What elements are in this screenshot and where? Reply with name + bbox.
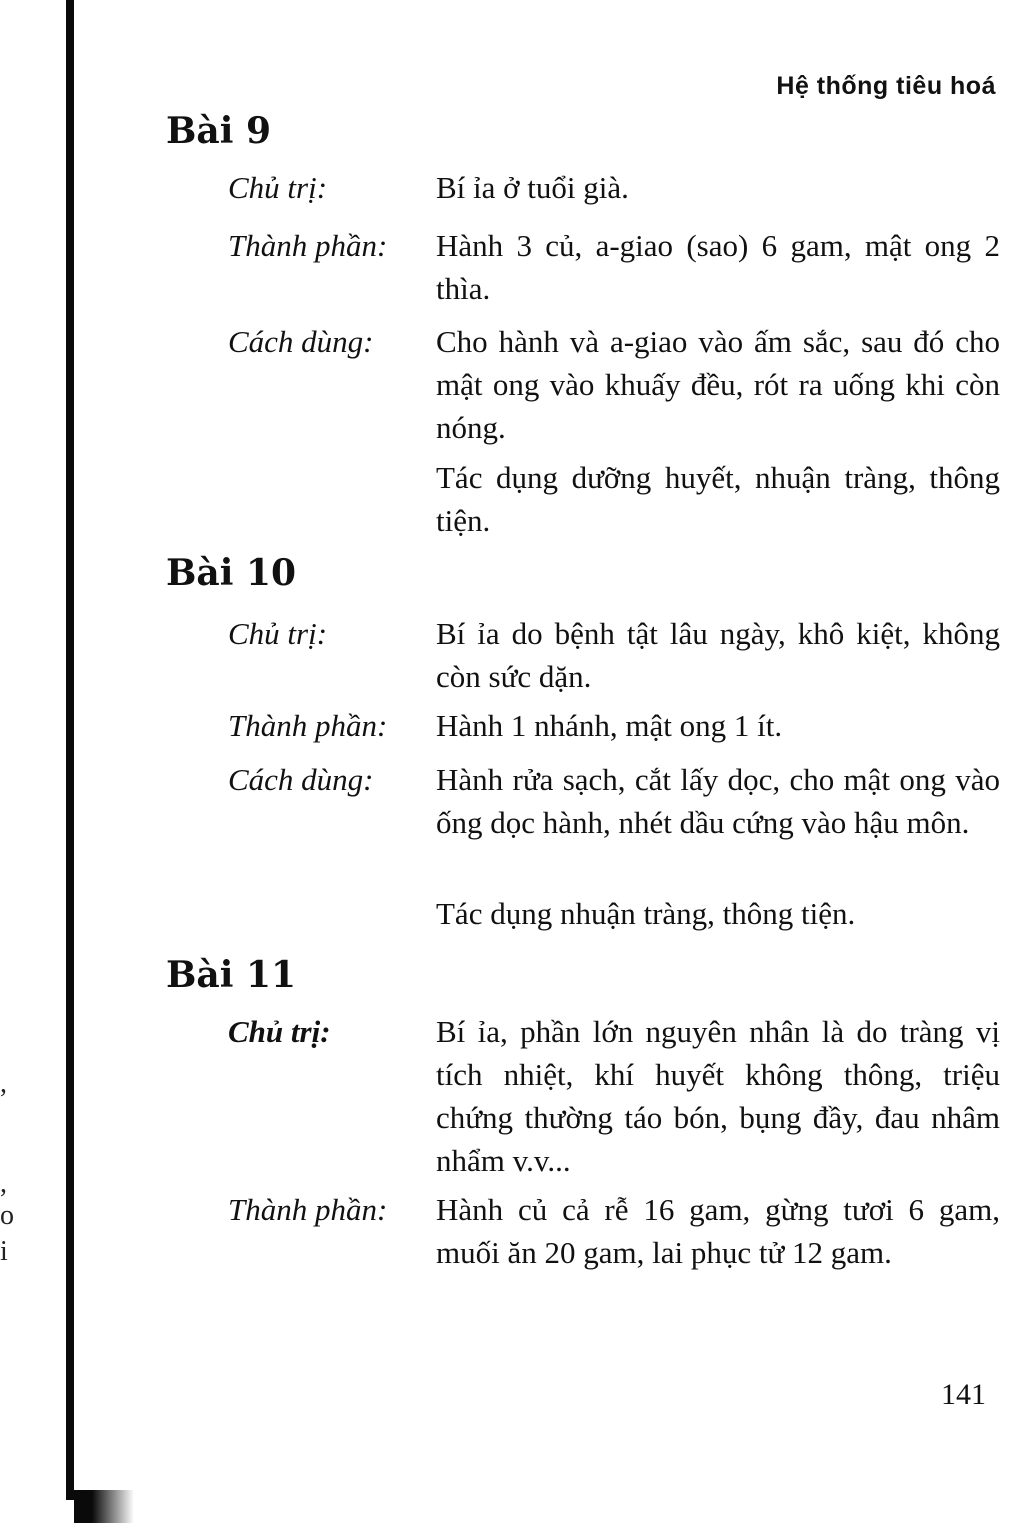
lesson-row-usage <box>228 320 1000 449</box>
row-label: Chủ trị: <box>228 1014 331 1049</box>
page-number: 141 <box>941 1378 986 1411</box>
row-text: Hành rửa sạch, cắt lấy dọc, cho mật ong vào ống dọc hành, nhét dầu cứng vào hậu môn. <box>436 762 1000 840</box>
row-text: Bí ỉa ở tuổi già. <box>436 170 629 205</box>
row-text: Hành củ cả rễ 16 gam, gừng tươi 6 gam, muối ăn 20 gam, lai phục tử 12 gam. <box>436 1192 1000 1270</box>
row-label: Thành phần: <box>228 708 388 743</box>
lesson-row-ingredients <box>228 704 1000 747</box>
lesson-note: Tác dụng dưỡng huyết, nhuận tràng, thông tiện. <box>436 460 1000 538</box>
lesson-row-ingredients <box>228 1188 1000 1274</box>
row-text: Cho hành và a-giao vào ấm sắc, sau đó cho mật ong vào khuấy đều, rót ra uống khi còn nóng. <box>436 324 1000 445</box>
row-text: Bí ỉa do bệnh tật lâu ngày, khô kiệt, không còn sức dặn. <box>436 616 1000 694</box>
lesson-row-ingredients <box>228 224 1000 310</box>
row-text: Hành 3 củ, a-giao (sao) 6 gam, mật ong 2 thìa. <box>436 228 1000 306</box>
margin-fragment: o <box>0 1200 14 1231</box>
book-binding-edge <box>66 0 74 1500</box>
lesson-row-indication <box>228 612 1000 698</box>
book-binding-shadow <box>74 1490 134 1523</box>
margin-fragment: , <box>0 1068 7 1099</box>
lesson-title: Bài 10 <box>166 552 297 594</box>
lesson-title: Bài 9 <box>166 110 272 152</box>
row-label: Chủ trị: <box>228 616 328 651</box>
row-label: Cách dùng: <box>228 324 374 359</box>
row-label: Cách dùng: <box>228 762 374 797</box>
margin-fragment: , <box>0 1168 7 1199</box>
row-label: Thành phần: <box>228 1192 388 1227</box>
lesson-note: Tác dụng nhuận tràng, thông tiện. <box>436 896 856 931</box>
lesson-title: Bài 11 <box>166 954 297 996</box>
row-label: Thành phần: <box>228 228 388 263</box>
lesson-row-usage <box>228 758 1000 844</box>
margin-fragment: i <box>0 1236 8 1267</box>
row-label: Chủ trị: <box>228 170 328 205</box>
row-text: Hành 1 nhánh, mật ong 1 ít. <box>436 708 783 743</box>
row-text: Bí ỉa, phần lớn nguyên nhân là do tràng vị tích nhiệt, khí huyết không thông, triệu chứng thường táo bón, bụng đầy, đau nhâm nhẩm v.v... <box>436 1014 1000 1178</box>
running-header: Hệ thống tiêu hoá <box>776 72 996 100</box>
lesson-row-indication <box>228 166 1000 209</box>
lesson-row-indication <box>228 1010 1000 1182</box>
